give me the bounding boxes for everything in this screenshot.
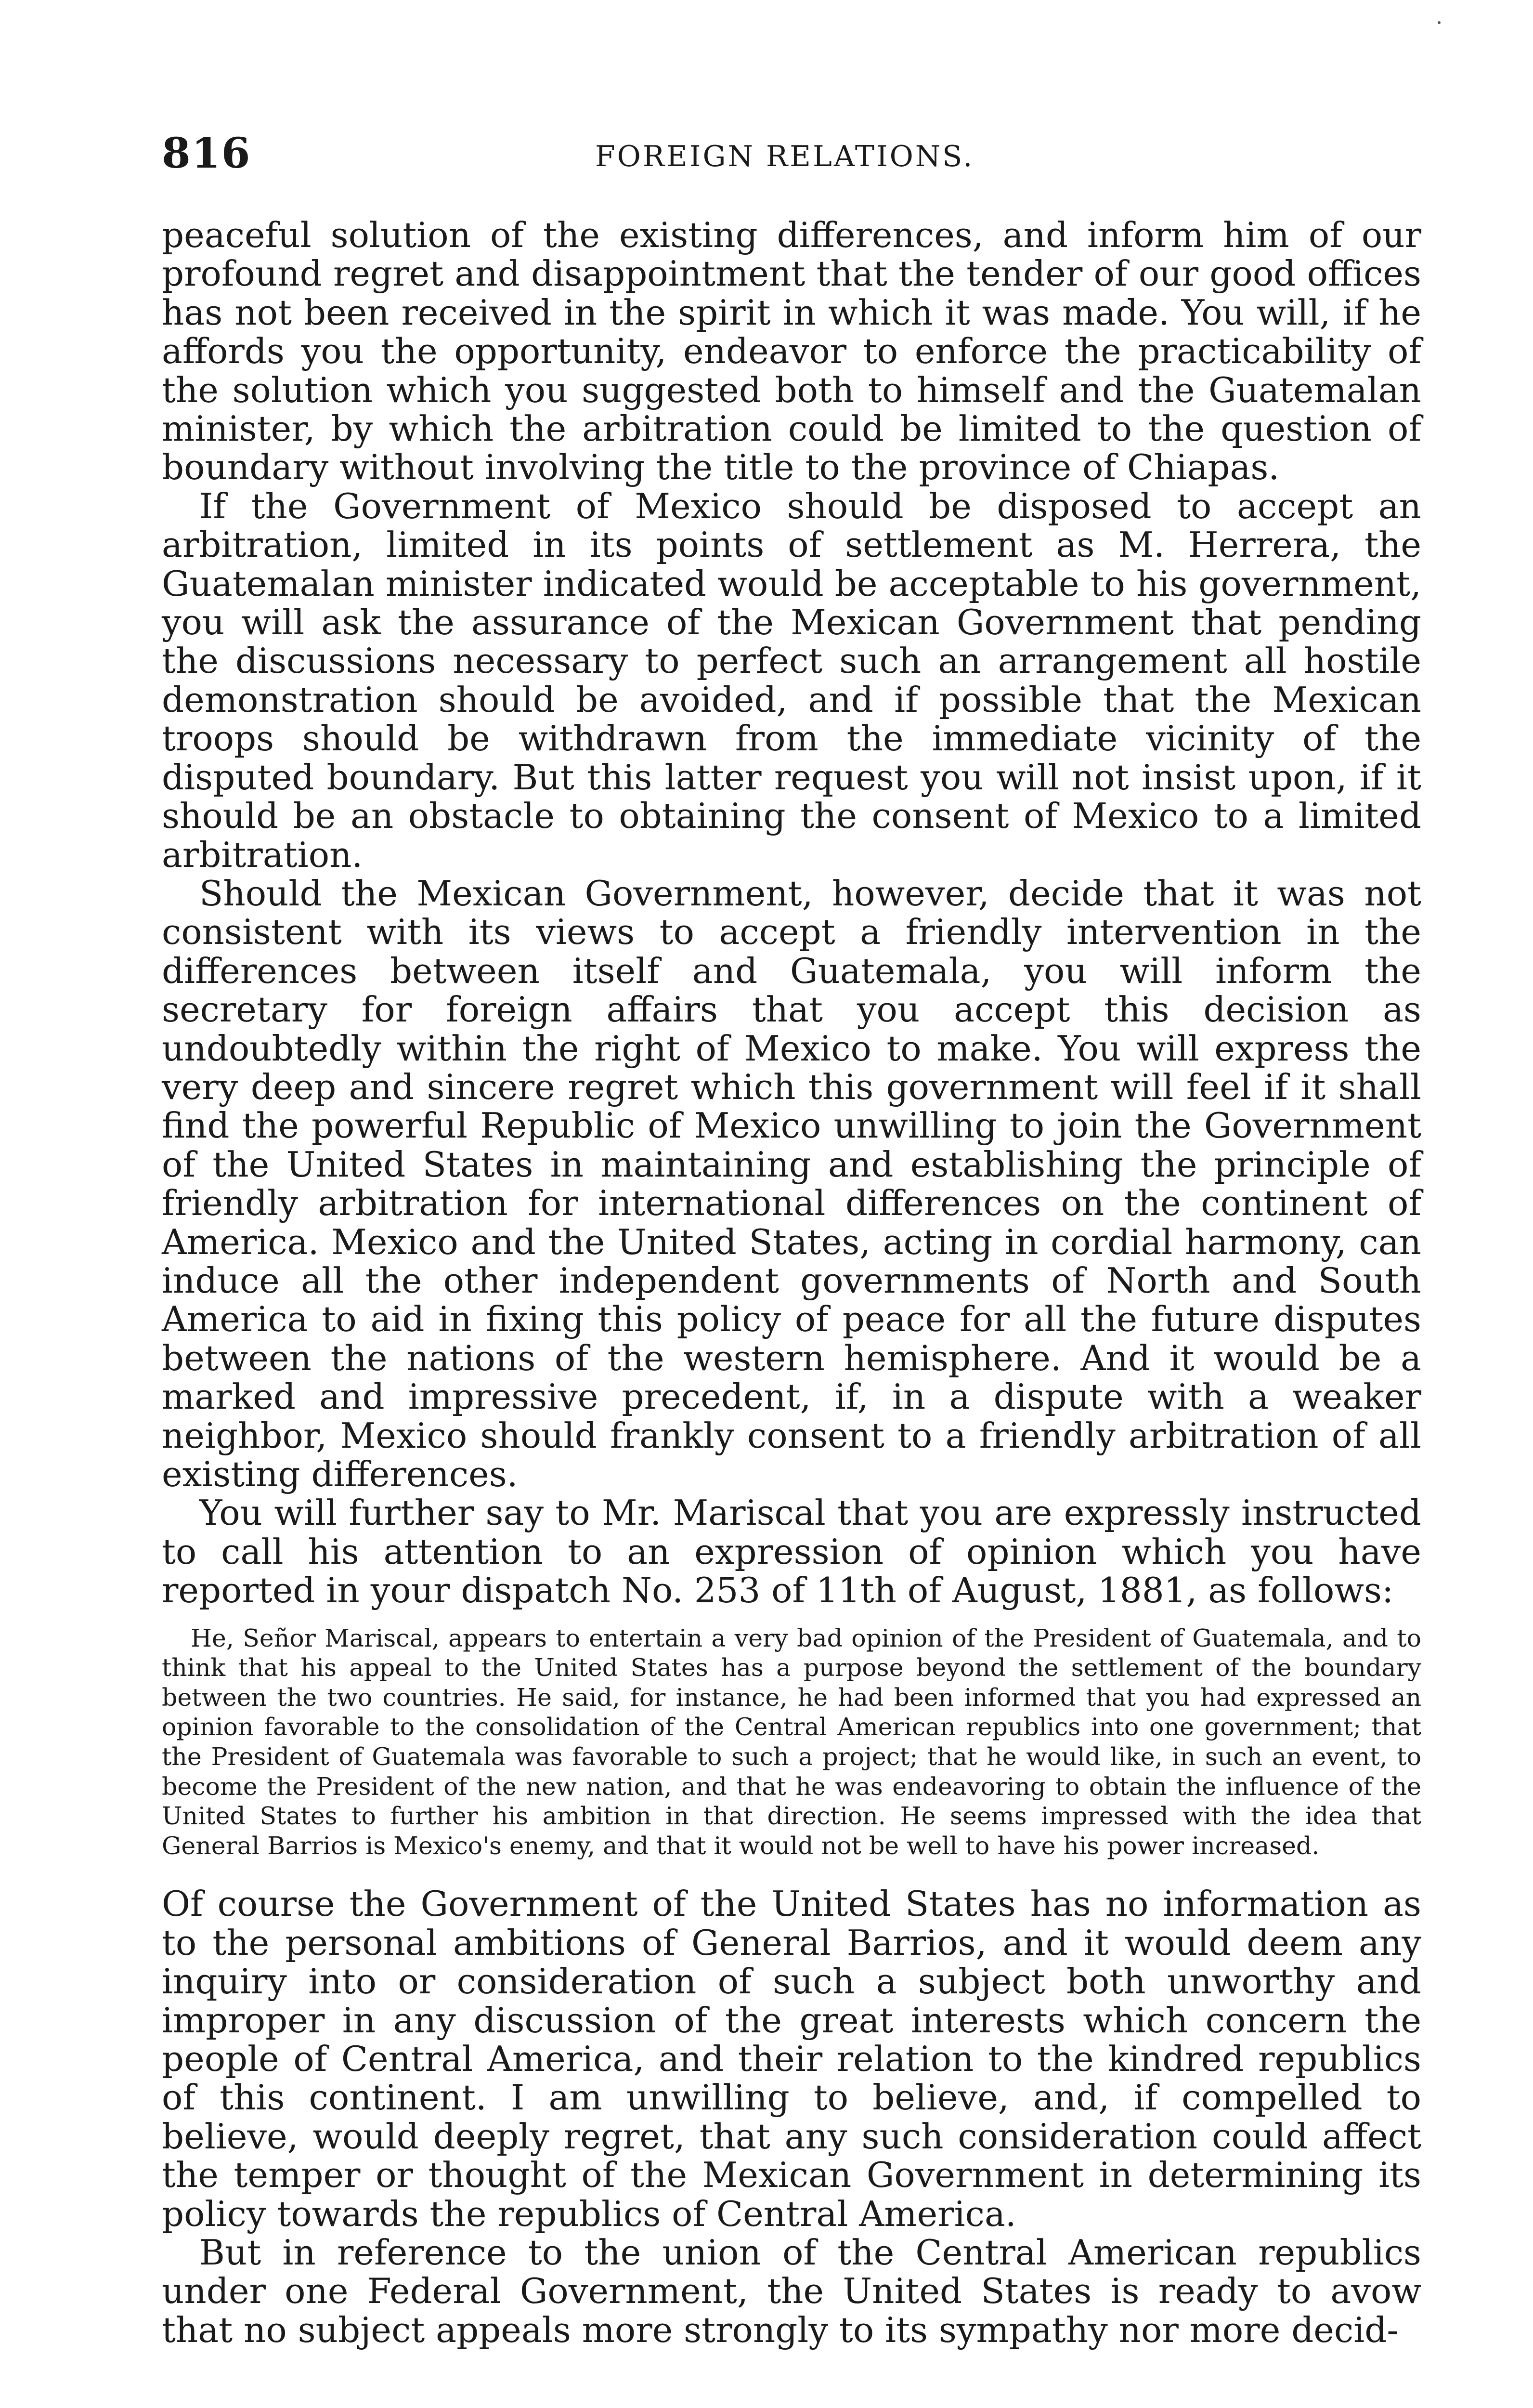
running-title: FOREIGN RELATIONS. [595, 140, 974, 173]
paragraph-1: peaceful solution of the existing differences, and inform him of our profound regret and disappointment that the tender of our good offices has not been received in the spirit in which it was made. You will, if he affords you the opportunity, endeavor to enforce the practicability of the solution which you suggested both to himself and the Guatemalan minister, by which the arbitration could be limited to the question of boundary without involving the title to the province of Chiapas. [162, 215, 1421, 488]
scan-speck [1438, 21, 1441, 24]
paragraph-2: If the Government of Mexico should be disposed to accept an arbitration, limited in its points of settlement as M. Herrera, the Guatemalan minister indicated would be acceptable to his government, you will ask the assurance of the Mexican Government that pending the discussions necessary to perfect such an arrangement all hostile demonstration should be avoided, and if possible that the Mexican troops should be withdrawn from the immediate vicinity of the disputed boundary. But this latter request you will not insist upon, if it should be an obstacle to obtaining the consent of Mexico to a limited arbitration. [162, 485, 1421, 875]
paragraph-5: Of course the Government of the United States has no information as to the personal ambitions of General Barrios, and it would deem any inquiry into or consideration of such a subject both unworthy and improper in any discussion of the great interests which concern the people of Central America, and their relation to the kindred republics of this continent. I am unwilling to believe, and, if compelled to believe, would deeply regret, that any such consideration could affect the temper or thought of the Mexican Government in determining its policy towards the republics of Central America. [162, 1884, 1421, 2234]
page-header [162, 129, 1421, 182]
paragraph-6: But in reference to the union of the Central American republics under one Federal Government, the United States is ready to avow that no subject appeals more strongly to its sympathy nor more decid- [162, 2232, 1421, 2350]
paragraph-3: Should the Mexican Government, however, decide that it was not consistent with its views to accept a friendly intervention in the differences between itself and Guatemala, you will inform the secretary for foreign affairs that you accept this decision as undoubtedly within the right of Mexico to make. You will express the very deep and sincere regret which this government will feel if it shall find the powerful Republic of Mexico unwilling to join the Government of the United States in maintaining and establishing the principle of friendly arbitration for international differences on the continent of America. Mexico and the United States, acting in cordial harmony, can induce all the other independent governments of North and South America to aid in fixing this policy of peace for all the future disputes between the nations of the western hemisphere. And it would be a marked and impressive precedent, if, in a dispute with a weaker neighbor, Mexico should frankly consent to a friendly arbitration of all existing differences. [162, 873, 1421, 1494]
page-number: 816 [162, 129, 251, 178]
paragraph-4: You will further say to Mr. Mariscal that you are expressly instructed to call his attention to an expression of opinion which you have reported in your dispatch No. 253 of 11th of August, 1881, as follows: [162, 1492, 1421, 1611]
body-text [162, 216, 1421, 2349]
quoted-extract: He, Señor Mariscal, appears to entertain a very bad opinion of the President of Guatemala, and to think that his appeal to the United States has a purpose beyond the settlement of the boundary between the two countries. He said, for instance, he had been informed that you had expressed an opinion favorable to the consolidation of the Central American republics into one government; that the President of Guatemala was favorable to such a project; that he would like, in such an event, to become the President of the new nation, and that he was endeavoring to obtain the influence of the United States to further his ambition in that direction. He seems impressed with the idea that General Barrios is Mexico's enemy, and that it would not be well to have his power increased. [162, 1623, 1421, 1860]
